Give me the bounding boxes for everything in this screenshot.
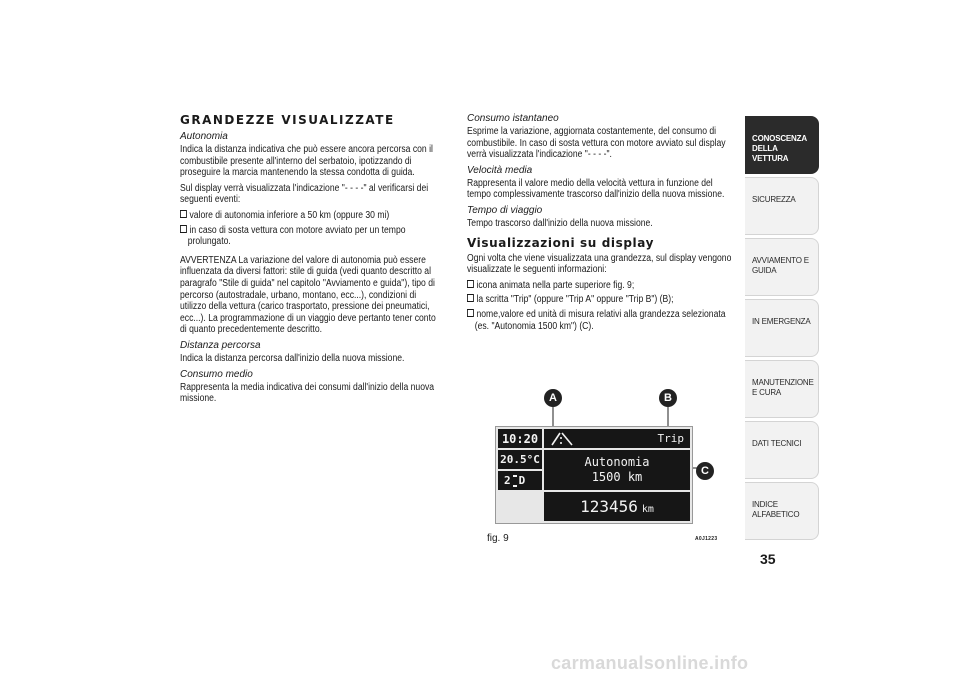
- tab-sicurezza[interactable]: SICUREZZA: [745, 177, 819, 235]
- callout-b: B: [659, 389, 677, 407]
- display-heading: Visualizzazioni su display: [467, 235, 655, 250]
- gear-indicator: [498, 471, 542, 490]
- tab-emergenza[interactable]: IN EMERGENZA: [745, 299, 819, 357]
- tempo-paragraph: Tempo trascorso dall'inizio della nuova missione.: [467, 217, 653, 229]
- tab-conoscenza[interactable]: CONOSCENZA DELLA VETTURA: [745, 116, 819, 174]
- display-paragraph: Ogni volta che viene visualizzata una grandezza, sul display vengono visualizzate le seguenti informazioni:: [467, 252, 732, 276]
- tab-manutenzione[interactable]: MANUTENZIONE E CURA: [745, 360, 819, 418]
- distanza-title: Distanza percorsa: [180, 339, 261, 351]
- left-column: [180, 113, 442, 409]
- tab-avviamento[interactable]: AVVIAMENTO E GUIDA: [745, 238, 819, 296]
- trip-value: 1500 km: [591, 470, 643, 484]
- autonomia-events-paragraph: Sul display verrà visualizzata l'indicazione "- - - -" al verificarsi dei seguenti eventi:: [180, 182, 429, 206]
- callout-c: C: [696, 462, 714, 480]
- checkbox-bullet-icon: [467, 309, 474, 317]
- outside-temperature: 20.5°C: [498, 450, 542, 469]
- figure-label: fig. 9: [487, 533, 509, 544]
- animated-road-icon: [550, 432, 580, 446]
- odometer-value: 123456: [580, 497, 638, 516]
- consumo-istantaneo-title: Consumo istantaneo: [467, 113, 559, 124]
- checkbox-bullet-icon: [467, 294, 474, 302]
- tab-indice[interactable]: INDICE ALFABETICO: [745, 482, 819, 540]
- trip-label: Trip: [657, 432, 684, 445]
- list-item: nome,valore ed unità di misura relativi alla grandezza selezionata (es. "Autonomia 1500 km") (C).: [467, 309, 742, 332]
- odometer-unit: km: [641, 504, 654, 515]
- odometer: [544, 492, 690, 521]
- page-number: 35: [760, 551, 776, 567]
- trip-header: [544, 429, 690, 448]
- consumo-medio-paragraph: Rappresenta la media indicativa dei consumi dall'inizio della nuova missione.: [180, 381, 435, 405]
- gear-number: 2: [504, 474, 511, 487]
- autonomia-paragraph: Indica la distanza indicativa che può essere ancora percorsa con il combustibile presente all'interno del serbatoio, ipotizzando di proseguire la marcia mantenendo la stessa condotta di guida.: [180, 144, 433, 179]
- tab-dati-tecnici[interactable]: DATI TECNICI: [745, 421, 819, 479]
- trip-value-panel: [544, 450, 690, 490]
- consumo-istantaneo-paragraph: Esprime la variazione, aggiornata costantemente, del consumo di combustibile. In caso di sosta vettura con motore avviato sul display verrà visualizzata l'indicazione "- - - -".: [467, 126, 726, 161]
- instrument-display: [495, 426, 693, 524]
- consumo-medio-title: Consumo medio: [180, 368, 253, 380]
- list-item: in caso di sosta vettura con motore avviato per un tempo prolungato.: [180, 225, 449, 248]
- gear-mode: D: [518, 474, 526, 487]
- tempo-title: Tempo di viaggio: [467, 204, 543, 216]
- checkbox-bullet-icon: [180, 210, 187, 218]
- checkbox-bullet-icon: [180, 225, 187, 233]
- list-item: valore di autonomia inferiore a 50 km (oppure 30 mi): [180, 210, 449, 222]
- trip-name: Autonomia: [584, 455, 650, 469]
- callout-a: A: [544, 389, 562, 407]
- distanza-paragraph: Indica la distanza percorsa dall'inizio della nuova missione.: [180, 352, 405, 364]
- velocita-title: Velocità media: [467, 164, 533, 176]
- figure-code: A0J1223: [695, 536, 718, 542]
- checkbox-bullet-icon: [467, 280, 474, 288]
- avvertenza-paragraph: AVVERTENZA La variazione del valore di autonomia può essere influenzata da diversi fattori: stile di guida (vedi quanto descritto al paragrafo "Stile di guida" nel capitolo "Avviamento e guida"), tipo di percorso (autostradale, urbano, montano, ecc...), condizioni di utilizzo della vettura (carico trasportato, pressione dei pneumatici, ecc...). La programmazione di un viaggio deve pertanto tener conto di quanto precedentemente descritto.: [180, 254, 436, 336]
- velocita-paragraph: Rappresenta il valore medio della velocità vettura in funzione del tempo complessivamente trascorso dall'inizio della nuova missione.: [467, 177, 725, 201]
- autonomia-title: Autonomia: [180, 131, 228, 142]
- watermark: carmanualsonline.info: [551, 653, 749, 673]
- section-heading: GRANDEZZE VISUALIZZATE: [180, 113, 395, 127]
- chapter-tabs: [745, 116, 819, 543]
- display-figure: [485, 388, 721, 545]
- list-item: icona animata nella parte superiore fig. 9;: [467, 280, 742, 292]
- right-column: [467, 113, 735, 335]
- list-item: la scritta "Trip" (oppure "Trip A" oppure "Trip B") (B);: [467, 294, 742, 306]
- clock: 10:20: [498, 429, 542, 448]
- gear-bar-icon: [513, 475, 517, 487]
